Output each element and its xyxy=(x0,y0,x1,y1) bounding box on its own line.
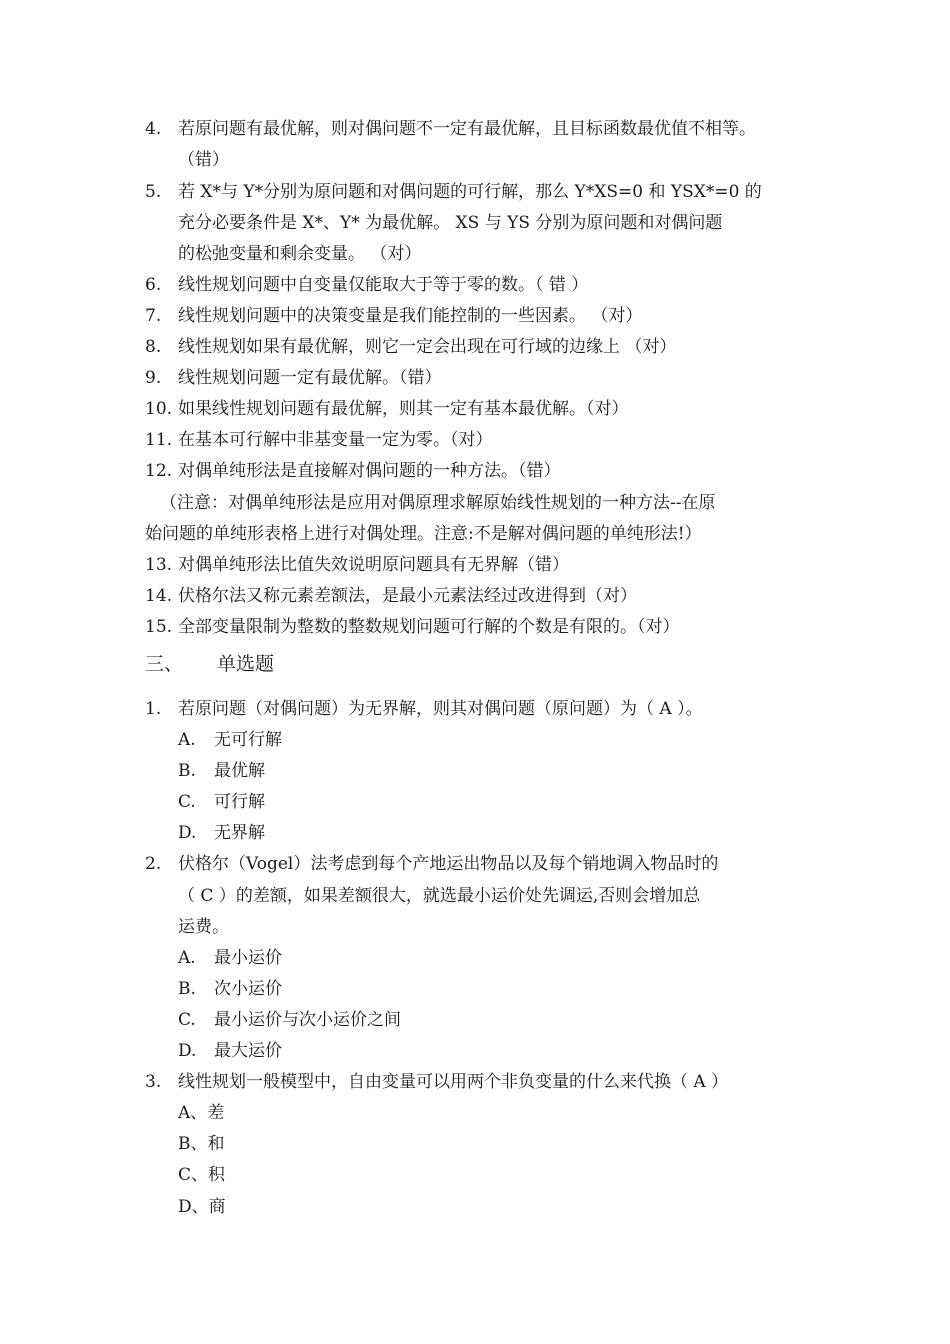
option-text: 最优解 xyxy=(214,761,265,781)
item-number: 14. xyxy=(145,586,173,606)
item-text: 伏格尔法又称元素差额法，是最小元素法经过改进得到（对） xyxy=(178,586,637,606)
item-number: 4. xyxy=(145,119,162,139)
item-number: 9. xyxy=(145,368,162,388)
item-text: 充分必要条件是 X*、Y* 为最优解。 XS 与 YS 分别为原问题和对偶问题 xyxy=(178,213,723,233)
option-letter: C. xyxy=(178,1010,196,1030)
item-text: 线性规划问题中的决策变量是我们能控制的一些因素。 （对） xyxy=(178,306,643,326)
item-number: 5. xyxy=(145,182,162,202)
item-number: 12. xyxy=(145,461,173,481)
option-letter: B. xyxy=(178,761,196,781)
option-text: D、商 xyxy=(178,1197,226,1217)
item-text: 对偶单纯形法是直接解对偶问题的一种方法。（错） xyxy=(178,461,561,481)
option-text: 可行解 xyxy=(214,792,265,812)
question-number: 1. xyxy=(145,699,162,719)
option-text: 无可行解 xyxy=(214,730,282,750)
option-letter: D. xyxy=(178,1041,197,1061)
option-text: C、积 xyxy=(178,1165,226,1185)
option-letter: A. xyxy=(178,730,196,750)
option-text: 最大运价 xyxy=(214,1041,282,1061)
item-text: 如果线性规划问题有最优解，则其一定有基本最优解。（对） xyxy=(178,399,629,419)
option-letter: C. xyxy=(178,792,196,812)
question-text: 伏格尔（Vogel）法考虑到每个产地运出物品以及每个销地调入物品时的 xyxy=(178,854,719,874)
item-number: 7. xyxy=(145,306,162,326)
item-text: 全部变量限制为整数的整数规划问题可行解的个数是有限的。（对） xyxy=(178,617,680,637)
option-text: A、差 xyxy=(178,1103,225,1123)
item-number: 11. xyxy=(145,430,173,450)
item-text: 线性规划问题一定有最优解。（错） xyxy=(178,368,442,388)
option-letter: A. xyxy=(178,948,196,968)
item-text: 线性规划问题中自变量仅能取大于等于零的数。（ 错 ） xyxy=(178,275,589,295)
question-text: 若原问题（对偶问题）为无界解，则其对偶问题（原问题）为（ A ）。 xyxy=(178,699,703,719)
option-text: B、和 xyxy=(178,1134,225,1154)
section-number: 三、 xyxy=(145,653,184,675)
option-letter: D. xyxy=(178,823,197,843)
question-text: 线性规划一般模型中，自由变量可以用两个非负变量的什么来代换（ A ） xyxy=(178,1072,729,1092)
question-text: （ C ）的差额，如果差额很大，就选最小运价处先调运,否则会增加总 xyxy=(178,886,701,906)
note-line: （注意：对偶单纯形法是应用对偶原理求解原始线性规划的一种方法--在原 xyxy=(160,493,716,513)
section-title: 单选题 xyxy=(217,653,275,675)
option-text: 最小运价与次小运价之间 xyxy=(214,1010,401,1030)
option-text: 无界解 xyxy=(214,823,265,843)
item-text: 若 X*与 Y*分别为原问题和对偶问题的可行解，那么 Y*XS=0 和 YSX*=0 的 xyxy=(178,182,762,202)
item-text: （错） xyxy=(178,150,229,170)
option-letter: B. xyxy=(178,979,196,999)
item-number: 13. xyxy=(145,555,173,575)
question-number: 3. xyxy=(145,1072,162,1092)
item-text: 对偶单纯形法比值失效说明原问题具有无界解（错） xyxy=(178,555,569,575)
item-number: 15. xyxy=(145,617,173,637)
question-number: 2. xyxy=(145,854,162,874)
option-text: 最小运价 xyxy=(214,948,282,968)
note-line: 始问题的单纯形表格上进行对偶处理。注意:不是解对偶问题的单纯形法!） xyxy=(145,524,702,544)
option-text: 次小运价 xyxy=(214,979,282,999)
item-number: 8. xyxy=(145,337,162,357)
item-text: 的松弛变量和剩余变量。 （对） xyxy=(178,244,422,264)
item-text: 在基本可行解中非基变量一定为零。（对） xyxy=(178,430,493,450)
item-number: 6. xyxy=(145,275,162,295)
section-heading xyxy=(145,652,274,676)
item-text: 若原问题有最优解，则对偶问题不一定有最优解，且目标函数最优值不相等。 xyxy=(178,119,756,139)
question-text: 运费。 xyxy=(178,917,229,937)
item-number: 10. xyxy=(145,399,173,419)
item-text: 线性规划如果有最优解，则它一定会出现在可行域的边缘上 （对） xyxy=(178,337,677,357)
